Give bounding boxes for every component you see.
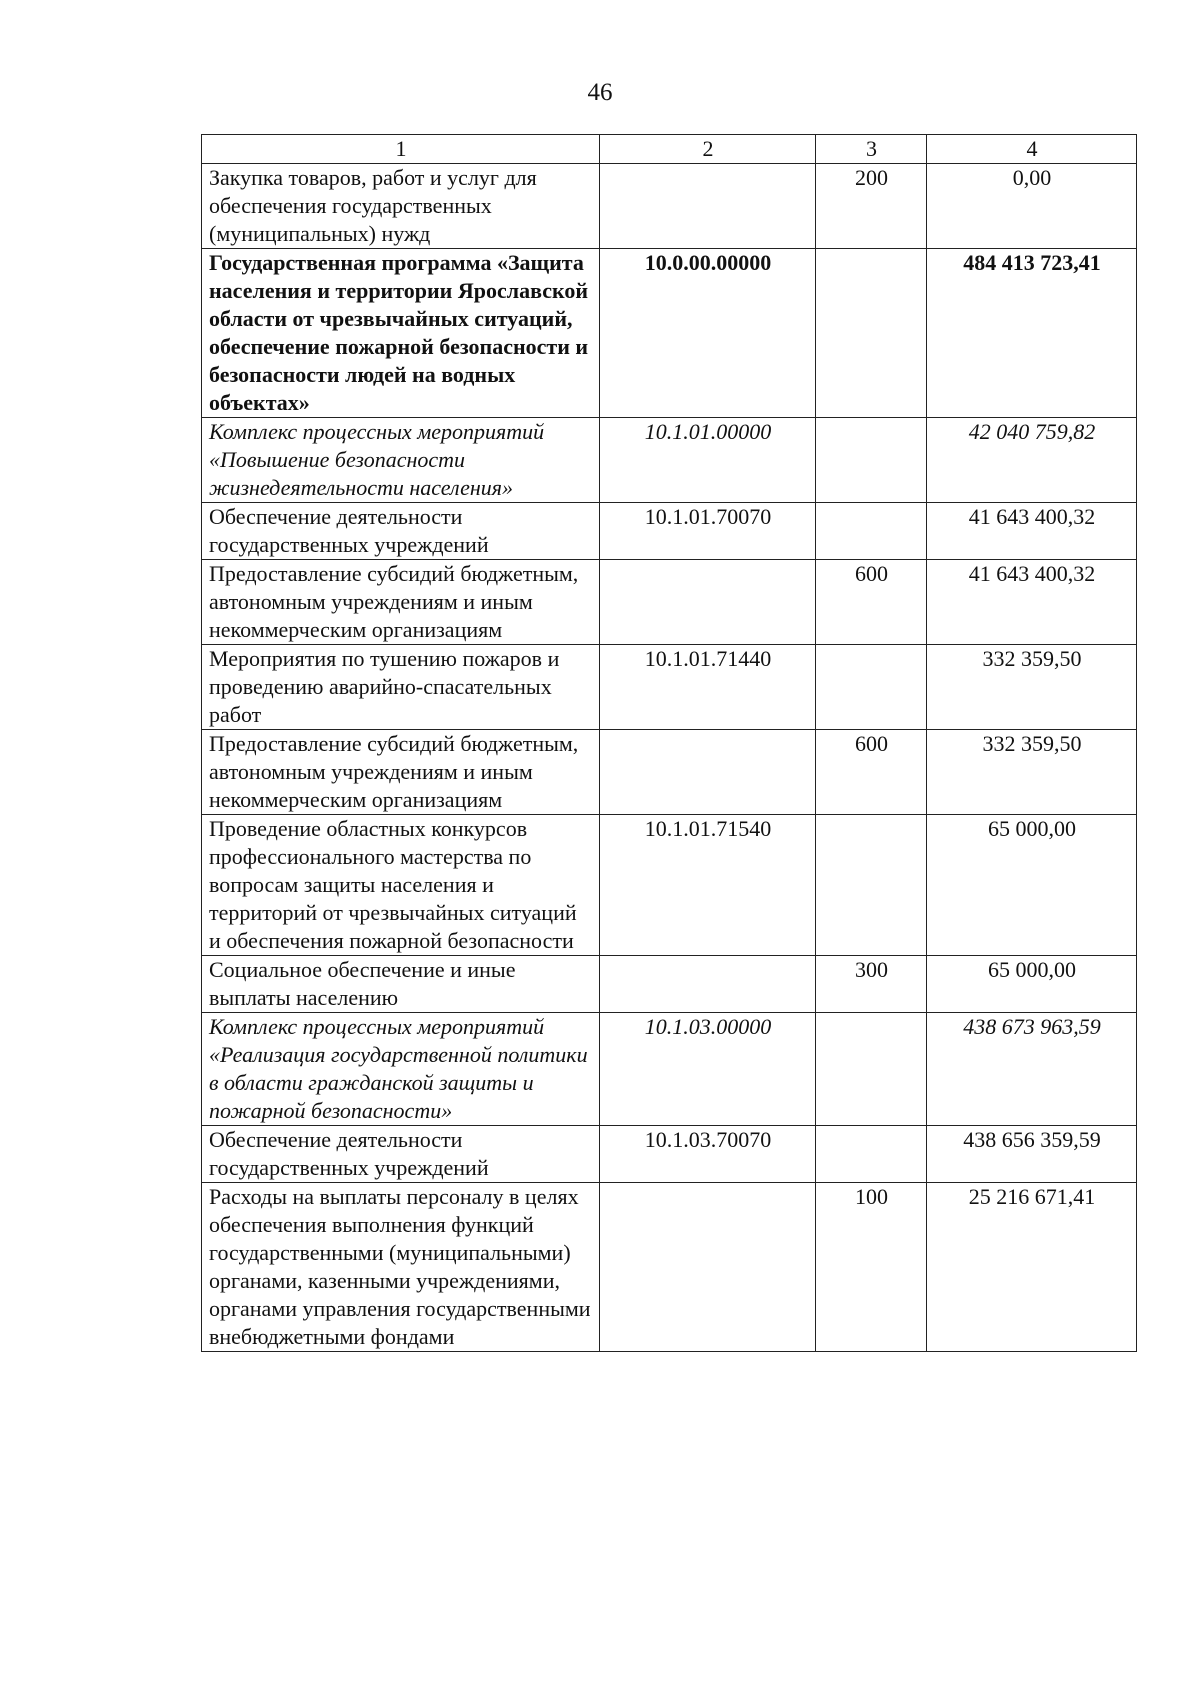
header-cell-4: 4: [927, 135, 1137, 164]
target-code-cell: 10.1.03.00000: [600, 1013, 816, 1126]
expense-type-cell: [816, 249, 927, 418]
target-code-cell: [600, 164, 816, 249]
amount-cell: 0,00: [927, 164, 1137, 249]
expense-type-cell: [816, 503, 927, 560]
table-row: [202, 164, 1137, 249]
expense-type-cell: 200: [816, 164, 927, 249]
header-cell-1: 1: [202, 135, 600, 164]
item-name-cell: Предоставление субсидий бюджетным, автономным учреждениям и иным некоммерческим организациям: [202, 560, 600, 645]
target-code-cell: [600, 730, 816, 815]
target-code-cell: [600, 560, 816, 645]
amount-cell: 332 359,50: [927, 645, 1137, 730]
expense-type-cell: 600: [816, 730, 927, 815]
table-row: [202, 1183, 1137, 1352]
expense-type-cell: 300: [816, 956, 927, 1013]
item-name-cell: Комплекс процессных мероприятий «Повышение безопасности жизнедеятельности населения»: [202, 418, 600, 503]
amount-cell: 484 413 723,41: [927, 249, 1137, 418]
budget-table: [201, 134, 1137, 1352]
amount-cell: 65 000,00: [927, 815, 1137, 956]
amount-cell: 42 040 759,82: [927, 418, 1137, 503]
amount-cell: 332 359,50: [927, 730, 1137, 815]
expense-type-cell: 100: [816, 1183, 927, 1352]
table-header-row: [202, 135, 1137, 164]
table-row: [202, 645, 1137, 730]
expense-type-cell: [816, 418, 927, 503]
target-code-cell: 10.0.00.00000: [600, 249, 816, 418]
target-code-cell: 10.1.01.71540: [600, 815, 816, 956]
expense-type-cell: [816, 1013, 927, 1126]
item-name-cell: Расходы на выплаты персоналу в целях обеспечения выполнения функций государственными (муниципальными) органами, казенными учреждениями, органами управления государственными внебюджетными фондами: [202, 1183, 600, 1352]
table-row: [202, 1126, 1137, 1183]
target-code-cell: [600, 1183, 816, 1352]
amount-cell: 438 656 359,59: [927, 1126, 1137, 1183]
item-name-cell: Государственная программа «Защита населения и территории Ярославской области от чрезвычайных ситуаций, обеспечение пожарной безопасности и безопасности людей на водных объектах»: [202, 249, 600, 418]
target-code-cell: [600, 956, 816, 1013]
expense-type-cell: [816, 815, 927, 956]
table-row: [202, 418, 1137, 503]
amount-cell: 65 000,00: [927, 956, 1137, 1013]
amount-cell: 438 673 963,59: [927, 1013, 1137, 1126]
item-name-cell: Предоставление субсидий бюджетным, автономным учреждениям и иным некоммерческим организациям: [202, 730, 600, 815]
table-row: [202, 1013, 1137, 1126]
expense-type-cell: [816, 1126, 927, 1183]
expense-type-cell: 600: [816, 560, 927, 645]
item-name-cell: Обеспечение деятельности государственных учреждений: [202, 503, 600, 560]
table-row: [202, 560, 1137, 645]
target-code-cell: 10.1.01.71440: [600, 645, 816, 730]
target-code-cell: 10.1.03.70070: [600, 1126, 816, 1183]
table-row: [202, 503, 1137, 560]
table-row: [202, 730, 1137, 815]
item-name-cell: Социальное обеспечение и иные выплаты населению: [202, 956, 600, 1013]
target-code-cell: 10.1.01.70070: [600, 503, 816, 560]
amount-cell: 25 216 671,41: [927, 1183, 1137, 1352]
header-cell-3: 3: [816, 135, 927, 164]
target-code-cell: 10.1.01.00000: [600, 418, 816, 503]
item-name-cell: Проведение областных конкурсов профессионального мастерства по вопросам защиты населения и территорий от чрезвычайных ситуаций и обеспечения пожарной безопасности: [202, 815, 600, 956]
table-row: [202, 249, 1137, 418]
item-name-cell: Мероприятия по тушению пожаров и проведению аварийно-спасательных работ: [202, 645, 600, 730]
header-cell-2: 2: [600, 135, 816, 164]
item-name-cell: Обеспечение деятельности государственных учреждений: [202, 1126, 600, 1183]
table-row: [202, 956, 1137, 1013]
item-name-cell: Закупка товаров, работ и услуг для обеспечения государственных (муниципальных) нужд: [202, 164, 600, 249]
amount-cell: 41 643 400,32: [927, 503, 1137, 560]
amount-cell: 41 643 400,32: [927, 560, 1137, 645]
table-row: [202, 815, 1137, 956]
item-name-cell: Комплекс процессных мероприятий «Реализация государственной политики в области гражданской защиты и пожарной безопасности»: [202, 1013, 600, 1126]
expense-type-cell: [816, 645, 927, 730]
page-number: 46: [587, 79, 613, 106]
